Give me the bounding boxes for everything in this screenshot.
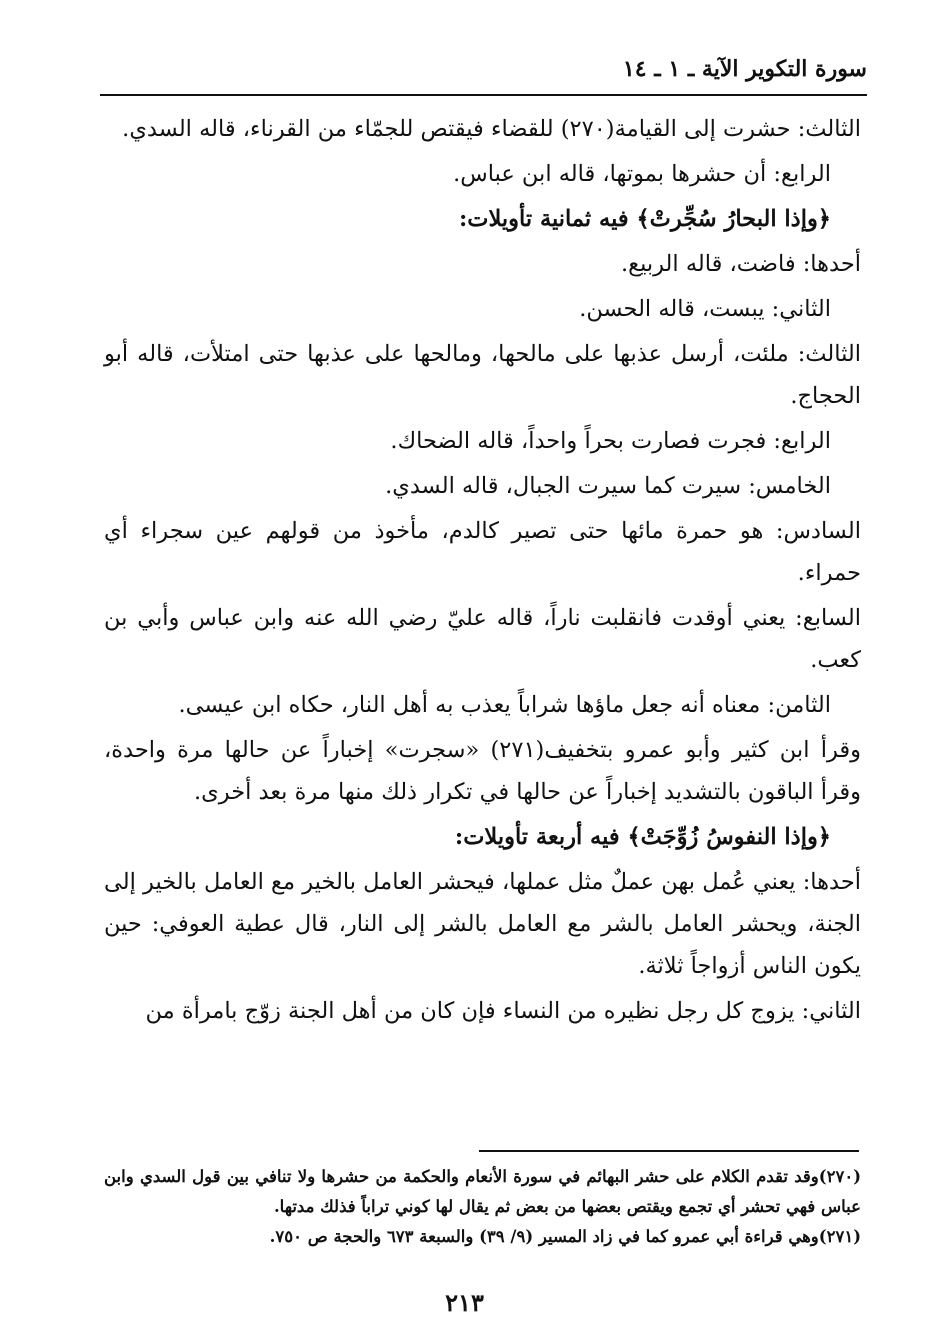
paragraph-sixth-red: السادس: هو حمرة مائها حتى تصير كالدم، مأخوذ من قولهم عين سجراء أي حمراء. (104, 518, 861, 586)
footnote-271: (٢٧١)وهي قراءة أبي عمرو كما في زاد المسير (٩/ ٣٩) والسبعة ٦٧٣ والحجة ص ٧٥٠. (269, 1227, 861, 1246)
paragraph-seventh-kindled: السابع: يعني أوقدت فانقلبت ناراً، قاله عليّ رضي الله عنه وابن عباس وأبي بن كعب. (104, 605, 861, 673)
paragraph-fourth-death: الرابع: أن حشرها بموتها، قاله ابن عباس. (453, 161, 831, 187)
verse-souls-heading: ﴿وإذا النفوسُ زُوِّجَتْ﴾ فيه أربعة تأويلات: (454, 824, 831, 850)
header-divider (100, 94, 867, 96)
footnote-divider (479, 1150, 859, 1152)
paragraph-third-gathering: الثالث: حشرت إلى القيامة(٢٧٠) للقضاء فيقتص للجمّاء من القرناء، قاله السدي. (122, 116, 861, 142)
paragraph-first-overflow: أحدها: فاضت، قاله الربيع. (620, 251, 861, 277)
paragraph-readings: وقرأ ابن كثير وأبو عمرو بتخفيف(٢٧١) «سجرت» إخباراً عن حالها مرة واحدة، وقرأ الباقون بالتشديد إخباراً عن حالها في تكرار ذلك منها مرة بعد أخرى. (104, 737, 861, 805)
paragraph-third-filled: الثالث: ملئت، أرسل عذبها على مالحها، ومالحها على عذبها حتى امتلأت، قاله أبو الحجاج. (104, 341, 861, 409)
paragraph-first-souls: أحدها: يعني عُمل بهن عملٌ مثل عملها، فيحشر العامل بالخير مع العامل بالخير إلى الجنة، ويحشر العامل بالشر مع العامل بالشر إلى النار، قال عطية العوفي: حين يكون الناس أزواجاً ثلاثة. (104, 869, 861, 979)
page-number: ٢١٣ (445, 1288, 484, 1317)
running-header (100, 56, 867, 82)
verse-seas-heading: ﴿وإذا البحارُ سُجِّرتْ﴾ فيه ثمانية تأويلات: (458, 206, 831, 232)
paragraph-fifth-moved: الخامس: سيرت كما سيرت الجبال، قاله السدي. (385, 473, 831, 499)
paragraph-eighth-drink: الثامن: معناه أنه جعل ماؤها شراباً يعذب به أهل النار، حكاه ابن عيسى. (178, 692, 831, 718)
paragraph-fourth-burst: الرابع: فجرت فصارت بحراً واحداً، قاله الضحاك. (390, 428, 831, 454)
footnotes (104, 1162, 861, 1252)
main-text (104, 108, 861, 1035)
paragraph-second-souls: الثاني: يزوج كل رجل نظيره من النساء فإن كان من أهل الجنة زوّج بامرأة من (145, 998, 861, 1024)
footnote-270: (٢٧٠)وقد تقدم الكلام على حشر البهائم في سورة الأنعام والحكمة من حشرها ولا تنافي بين قول السدي وابن عباس فهي تحشر أي تجمع ويقتص بعضها من بعض ثم يقال لها كوني تراباً فذلك مدتها. (104, 1167, 861, 1216)
running-title: سورة التكوير الآية ـ ١ ـ ١٤ (622, 56, 867, 82)
paragraph-second-dried: الثاني: يبست، قاله الحسن. (579, 296, 831, 322)
